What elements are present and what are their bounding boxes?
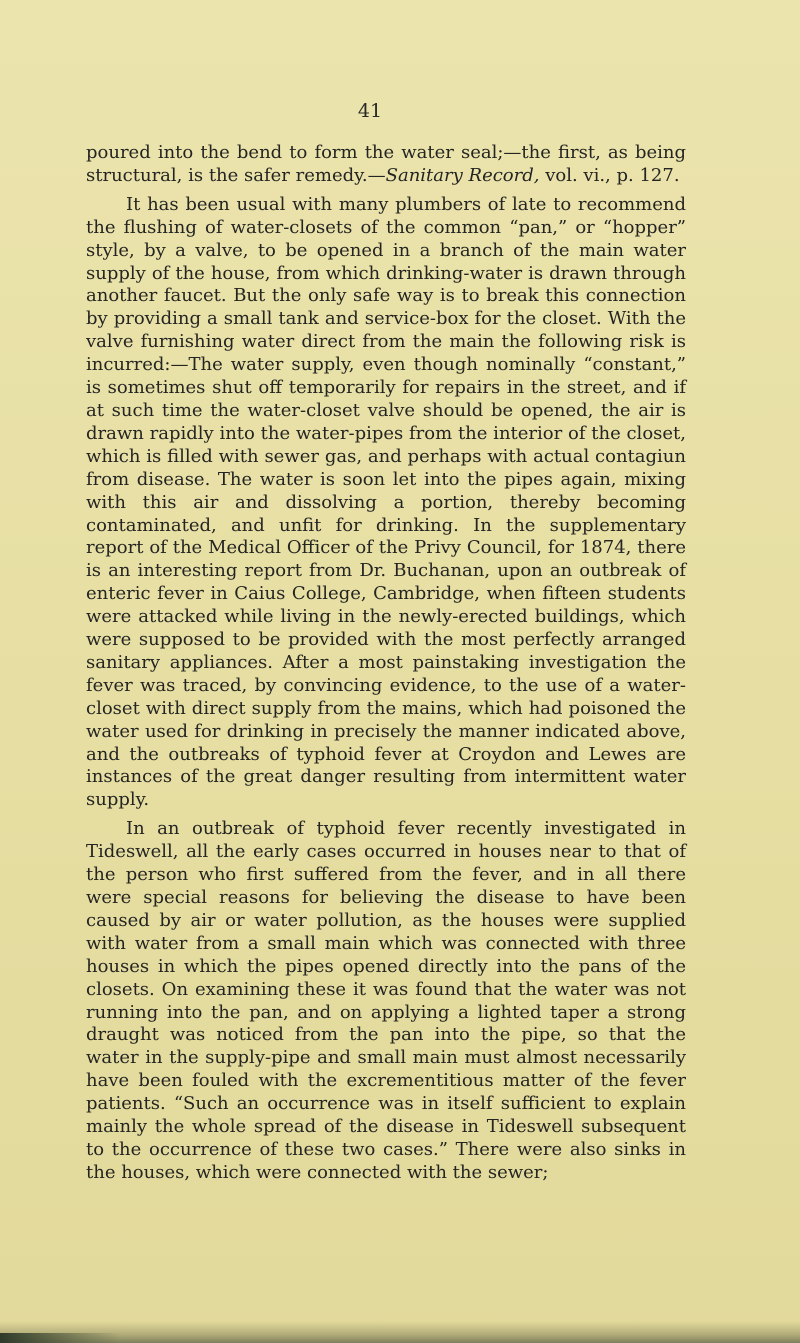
citation-source: Sanitary Record, bbox=[385, 164, 540, 186]
citation-details: vol. vi., p. 127. bbox=[539, 164, 680, 186]
body-text bbox=[86, 142, 686, 1185]
paragraph-1 bbox=[86, 142, 686, 188]
page-corner-edge bbox=[0, 1333, 120, 1343]
page-number: 41 bbox=[357, 100, 383, 122]
paragraph-1-text: poured into the bend to form the water seal;—the first, as being structural, is the safer remedy.— bbox=[86, 142, 686, 186]
paragraph-2: It has been usual with many plumbers of late to recommend the flushing of water-closets of the common “pan,” or “hopper” style, by a valve, to be opened in a branch of the main water supply of the house, from which drinking-water is drawn through another faucet. But the only safe way is to break this connection by providing a small tank and service-box for the closet. With the valve furnishing water direct from the main the following risk is incurred:—The water supply, even though nominally “constant,” is sometimes shut off temporarily for repairs in the street, and if at such time the water-closet valve should be opened, the air is drawn rapidly into the water-pipes from the interior of the closet, which is filled with sewer gas, and perhaps with actual contagiun from disease. The water is soon let into the pipes again, mixing with this air and dissolving a portion, thereby becoming contaminated, and unfit for drinking. In the supplementary report of the Medical Officer of the Privy Council, for 1874, there is an interesting report from Dr. Buchanan, upon an outbreak of enteric fever in Caius College, Cambridge, when fifteen students were attacked while living in the newly-erected buildings, which were supposed to be provided with the most perfectly arranged sanitary appliances. After a most painstaking investigation the fever was traced, by convincing evidence, to the use of a water-closet with direct supply from the mains, which had poisoned the water used for drinking in precisely the manner indicated above, and the outbreaks of typhoid fever at Croydon and Lewes are instances of the great danger resulting from intermittent water supply. bbox=[86, 193, 686, 811]
page-bottom-shadow bbox=[0, 1321, 800, 1343]
paragraph-3: In an outbreak of typhoid fever recently investigated in Tideswell, all the early cases occurred in houses near to that of the person who first suffered from the fever, and in all there were special reasons for believing the disease to have been caused by air or water pollution, as the houses were supplied with water from a small main which was connected with three houses in which the pipes opened directly into the pans of the closets. On examining these it was found that the water was not running into the pan, and on applying a lighted taper a strong draught was noticed from the pan into the pipe, so that the water in the supply-pipe and small main must almost necessarily have been fouled with the excrementitious matter of the fever patients. “Such an occurrence was in itself sufficient to explain mainly the whole spread of the disease in Tideswell subsequent to the occurrence of these two cases.” There were also sinks in the houses, which were connected with the sewer; bbox=[86, 818, 686, 1183]
